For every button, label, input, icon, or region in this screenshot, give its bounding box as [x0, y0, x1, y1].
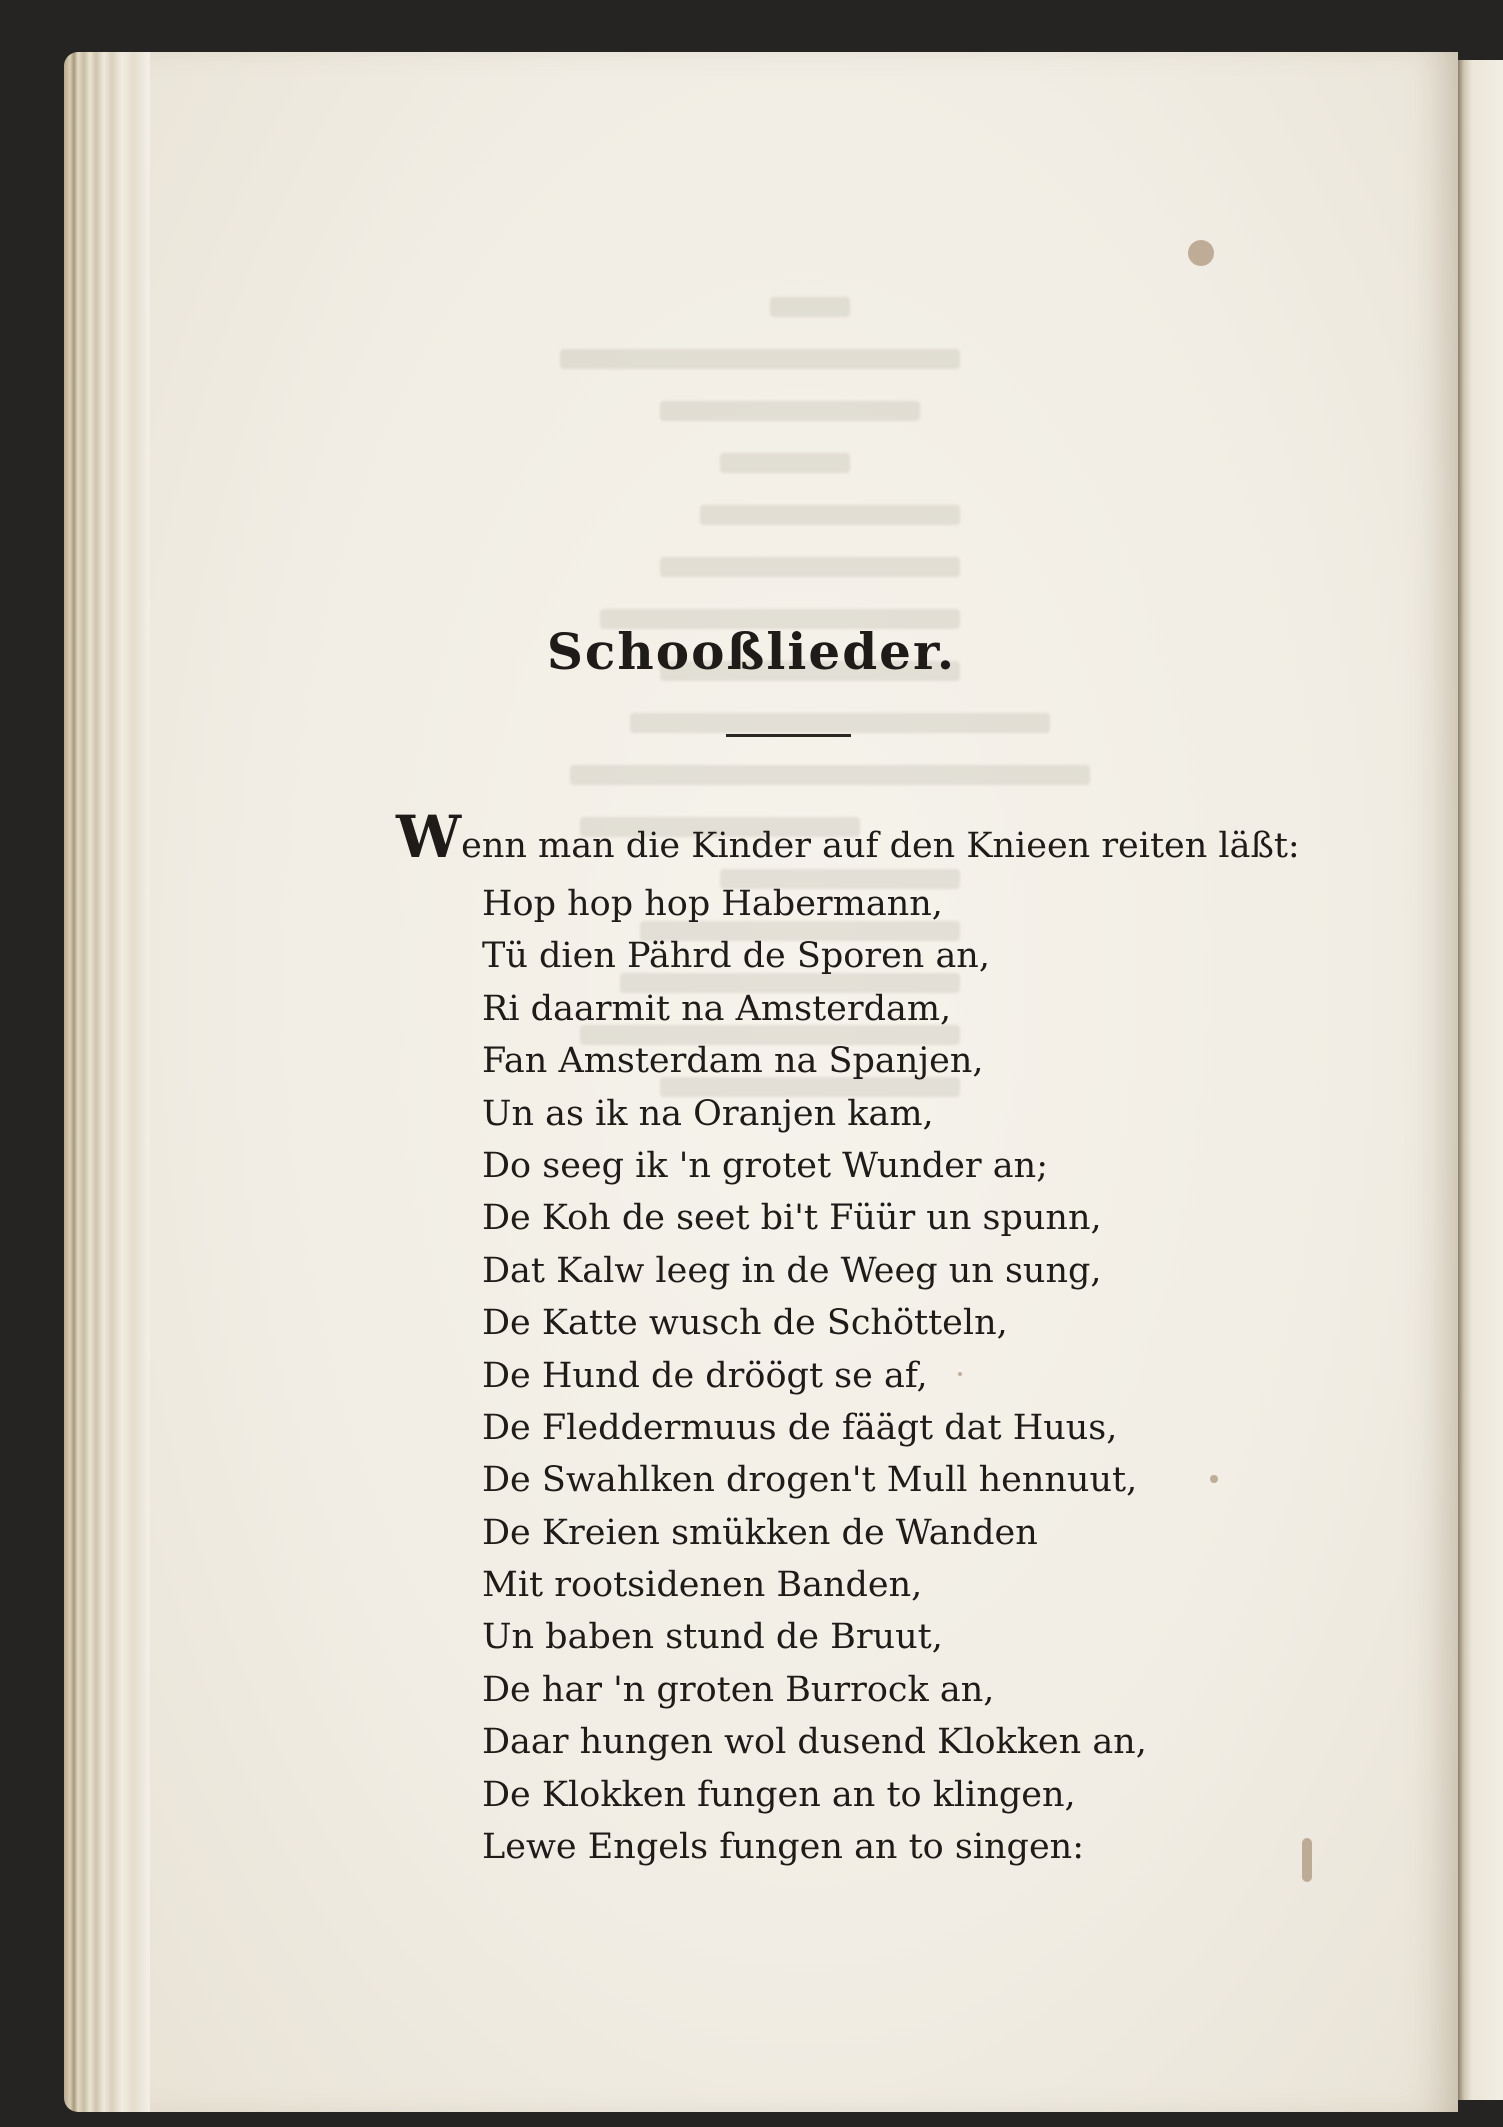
poem-line: De Koh de seet bi't Füür un spunn,: [482, 1198, 1102, 1239]
poem-line: Mit rootsidenen Banden,: [482, 1565, 923, 1606]
poem-line: Un as ik na Oranjen kam,: [482, 1093, 934, 1134]
poem-line: De Hund de dröögt se af,: [482, 1355, 928, 1396]
poem-line: De Katte wusch de Schötteln,: [482, 1303, 1008, 1344]
poem-line: Fan Amsterdam na Spanjen,: [482, 1041, 984, 1082]
poem-line: Daar hungen wol dusend Klokken an,: [482, 1722, 1147, 1763]
poem-line: De Swahlken drogen't Mull hennuut,: [482, 1460, 1138, 1501]
paper-speck: [1210, 1475, 1218, 1483]
poem-line: Dat Kalw leeg in de Weeg un sung,: [482, 1250, 1102, 1291]
poem-line: Ri daarmit na Amsterdam,: [482, 988, 952, 1029]
poem-line: Lewe Engels fungen an to singen:: [482, 1827, 1085, 1868]
paper-speck: [1188, 240, 1214, 266]
poem-line: De Fleddermuus de fäägt dat Huus,: [482, 1407, 1118, 1448]
poem-line: Un baben stund de Bruut,: [482, 1617, 943, 1658]
poem-line: De Klokken fungen an to klingen,: [482, 1774, 1076, 1815]
paper-speck: [958, 1372, 962, 1376]
poem-line: Do seeg ik 'n grotet Wunder an;: [482, 1145, 1048, 1186]
page-title: Schooßlieder.: [546, 622, 957, 681]
facing-page-edge: [1458, 60, 1503, 2100]
poem-line: Tü dien Pährd de Sporen an,: [482, 936, 990, 977]
poem: [482, 878, 1147, 1873]
poem-line: Hop hop hop Habermann,: [482, 884, 943, 924]
poem-line: De Kreien smükken de Wanden: [482, 1512, 1038, 1553]
intro-text: enn man die Kinder auf den Knieen reiten läßt:: [461, 826, 1300, 866]
intro-initial: W: [396, 803, 462, 871]
paper-speck: [1302, 1838, 1312, 1882]
poem-line: De har 'n groten Burrock an,: [482, 1669, 995, 1710]
title-divider: [726, 734, 851, 737]
intro-line: [396, 803, 1300, 871]
